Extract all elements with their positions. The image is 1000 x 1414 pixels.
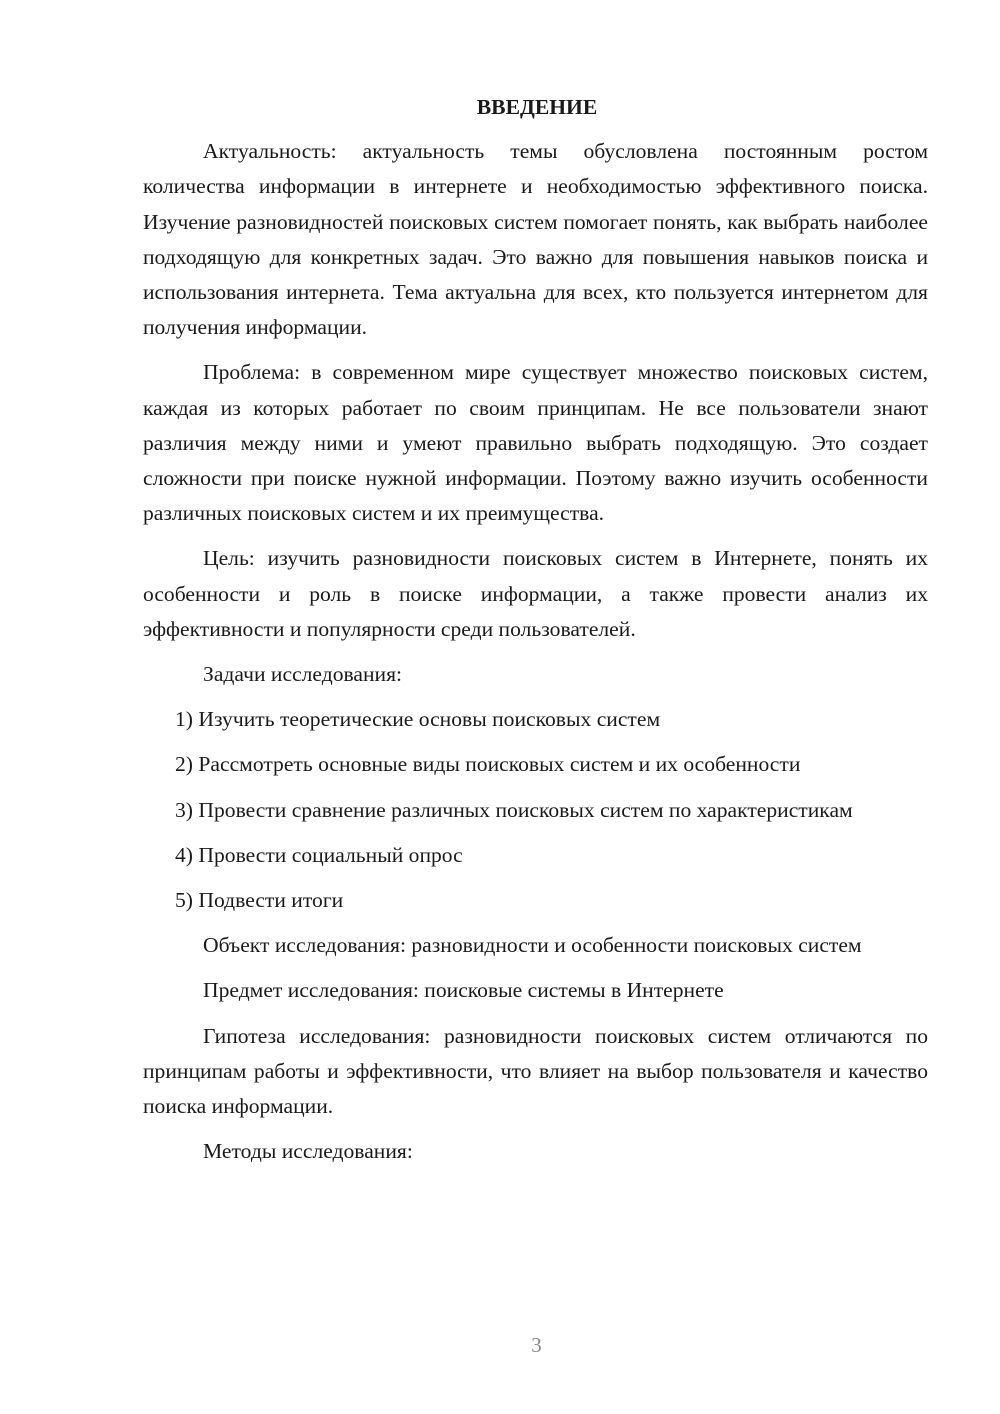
paragraph-object: Объект исследования: разновидности и особенности поисковых систем xyxy=(203,933,862,958)
page-title: ВВЕДЕНИЕ xyxy=(476,95,598,119)
paragraph-hypothesis: Гипотеза исследования: разновидности поисковых систем отличаются по принципам работы и эффективности, что влияет на выбор пользователя и качество поиска информации. xyxy=(143,1023,928,1119)
paragraph-relevance: Актуальность: актуальность темы обусловлена постоянным ростом количества информации в интернете и необходимостью эффективного поиска. Изучение разновидностей поисковых систем помогает понять, как выбрать наиболее подходящую для конкретных задач. Это важно для повышения навыков поиска и использования интернета. Тема актуальна для всех, кто пользуется интернетом для получения информации. xyxy=(143,139,928,340)
paragraph-goal: Цель: изучить разновидности поисковых систем в Интернете, понять их особенности и роль в поиске информации, а также провести анализ их эффективности и популярности среди пользователей. xyxy=(143,546,928,641)
page-number: 3 xyxy=(531,1333,542,1357)
task-item-5: 5) Подвести итоги xyxy=(175,888,344,913)
methods-heading: Методы исследования: xyxy=(203,1139,413,1164)
paragraph-subject: Предмет исследования: поисковые системы в Интернете xyxy=(203,978,724,1003)
task-item-1: 1) Изучить теоретические основы поисковых систем xyxy=(175,707,661,732)
paragraph-problem: Проблема: в современном мире существует множество поисковых систем, каждая из которых работает по своим принципам. Не все пользователи знают различия между ними и умеют правильно выбрать подходящую. Это создает сложности при поиске нужной информации. Поэтому важно изучить особенности различных поисковых систем и их преимущества. xyxy=(143,360,928,526)
document-page xyxy=(143,90,928,1179)
task-item-3: 3) Провести сравнение различных поисковых систем по характеристикам xyxy=(175,797,853,822)
task-item-4: 4) Провести социальный опрос xyxy=(175,842,463,867)
task-item-2: 2) Рассмотреть основные виды поисковых систем и их особенности xyxy=(175,752,801,777)
tasks-heading: Задачи исследования: xyxy=(203,662,403,687)
